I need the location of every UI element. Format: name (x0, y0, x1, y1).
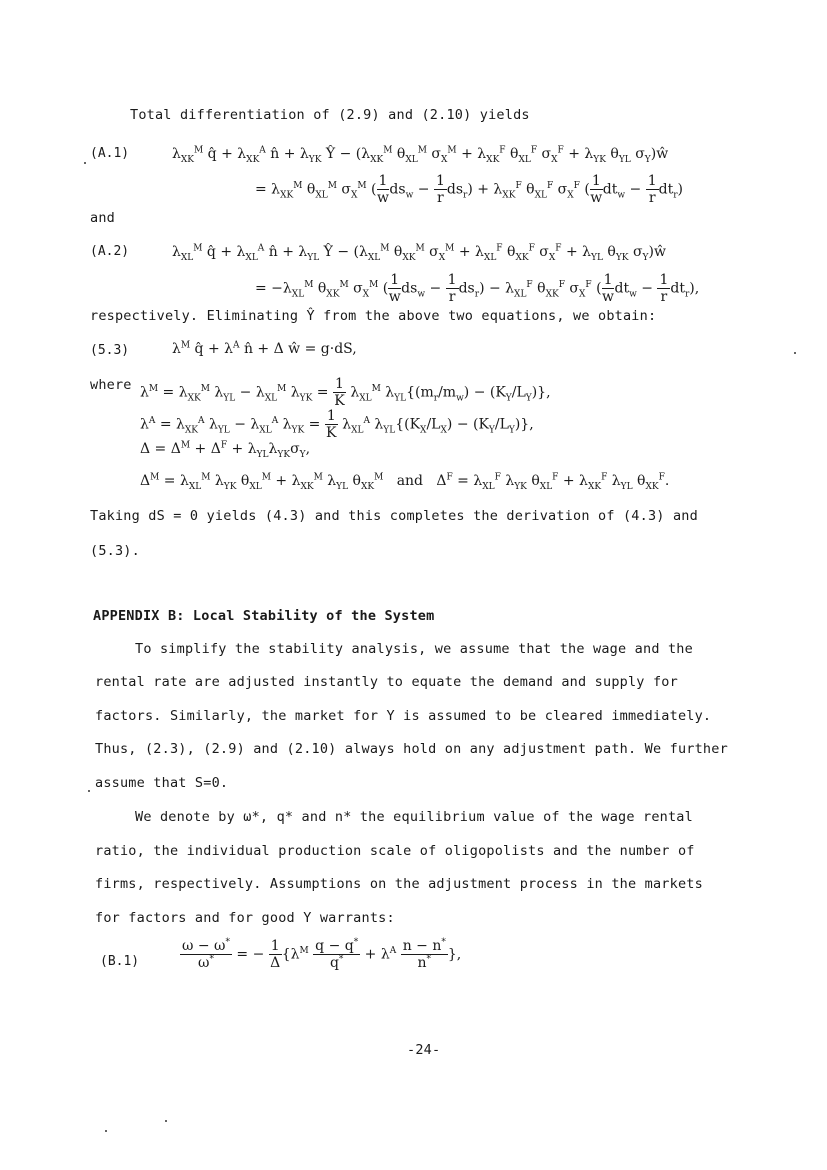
paragraph-1-line-4: Thus, (2.3), (2.9) and (2.10) always hold on any adjustment path. We further (95, 741, 728, 757)
where-line-delta-m-f: $\Delta^M = \lambda_{XL}^M$ $\lambda_{YK}$ $\theta_{XL}^M + \lambda_{XK}^M$ $\lambda_{YL}$ $\theta_{XK}^M$ and $\Delta^F = \lambda_{XL}^F$ $\lambda_{YK}$ $\theta_{XL}^F + \lambda_{XK}^F$ $\lambda_{YL}$ $\theta_{XK}^F$. (140, 472, 670, 492)
scan-speck (105, 1130, 107, 1132)
where-line-delta: $\Delta = \Delta^M + \Delta^F + \lambda_{YL}\lambda_{YK}\sigma_Y$, (140, 440, 311, 460)
where-word: where (90, 377, 132, 393)
paragraph-2-line-3: firms, respectively. Assumptions on the adjustment process in the markets (95, 876, 703, 892)
scan-speck (794, 352, 796, 354)
paragraph-2-lead: We denote by ω*, q* and n* (135, 809, 352, 825)
equation-a2-line1: $\lambda_{XL}^M$ q̂ + $\lambda_{XL}^A$ n̂ + $\lambda_{YL}$ Ŷ − ($\lambda_{XL}^M$ $\theta_{XK}^M$ $\sigma_X^M + \lambda_{XL}^F$ $\theta_{XK}^F$ $\sigma_X^F + \lambda_{YL}$ $\theta_{YK}$ $\sigma_Y)ŵ$ (172, 243, 666, 263)
where-line-lambda-m: $\lambda^M = \lambda_{XK}^M$ $\lambda_{YL} - \lambda_{XL}^M$ $\lambda_{YK}$ = $\frac{1}{K}$ $\lambda_{XL}^M$ $\lambda_{YL}\{(m_r/m_w) - (K_Y/L_Y)\}$, (140, 376, 551, 409)
equation-a2-line2: = $-\lambda_{XL}^M$ $\theta_{XK}^M$ $\sigma_X^M$ ( $\frac{1}{w}$ $ds_w$ − $\frac{1}{r}$ $ds_r) - \lambda_{XL}^F$ $\theta_{XK}^F$ $\sigma_X^F$ ( $\frac{1}{w}$ $dt_w$ − $\frac{1}{r}$ $dt_r$), (255, 272, 700, 305)
equation-b1-body: $\frac{\omega - \omega^*}{\omega^*}$ = − $\frac{1}{\Delta}$ {$\lambda^M$ $\frac{q - q^*}{q^*}$ + $\lambda^A$ $\frac{n - n^*}{n^*}$ }, (182, 937, 462, 971)
equation-5-3-body: $\lambda^M$ q̂ + $\lambda^A$ n̂ + Δ ŵ = g·dS, (172, 340, 357, 357)
equation-a1-line1: $\lambda_{XK}^M$ q̂ + $\lambda_{XK}^A$ n̂ + $\lambda_{YK}$ Ŷ − ($\lambda_{XK}^M$ $\theta_{XL}^M$ $\sigma_X^M + \lambda_{XK}^F$ $\theta_{XL}^F$ $\sigma_X^F + \lambda_{YK}$ $\theta_{YL}$ $\sigma_Y)ŵ$ (172, 145, 669, 165)
paragraph-2-line-2: ratio, the individual production scale of oligopolists and the number of (95, 843, 695, 859)
appendix-b-heading: APPENDIX B: Local Stability of the System (93, 608, 435, 624)
taking-line-2: (5.3). (90, 543, 140, 559)
paragraph-1-line-2: rental rate are adjusted instantly to equate the demand and supply for (95, 674, 678, 690)
equation-label-5-3: (5.3) (90, 343, 130, 358)
and-word: and (90, 210, 115, 226)
scan-speck (84, 162, 86, 164)
where-line-lambda-a: $\lambda^A = \lambda_{XK}^A$ $\lambda_{YL} - \lambda_{XL}^A$ $\lambda_{YK}$ = $\frac{1}{K}$ $\lambda_{XL}^A$ $\lambda_{YL}\{(K_X/L_X) - (K_Y/L_Y)\}$, (140, 408, 534, 441)
paragraph-2-line-1-rest: the equilibrium value of the wage rental (359, 809, 693, 825)
equation-a1-line2: = $\lambda_{XK}^M$ $\theta_{XL}^M$ $\sigma_X^M$ ( $\frac{1}{w}$ $ds_w$ − $\frac{1}{r}$ $ds_r) + \lambda_{XK}^F$ $\theta_{XL}^F$ $\sigma_X^F$ ( $\frac{1}{w}$ $dt_w$ − $\frac{1}{r}$ $dt_r$) (255, 173, 683, 206)
eliminating-line: respectively. Eliminating Ŷ from the above two equations, we obtain: (90, 308, 657, 324)
equation-label-a2: (A.2) (90, 244, 130, 259)
page-number: -24- (407, 1042, 441, 1058)
paragraph-2-line-4: for factors and for good Y warrants: (95, 910, 395, 926)
paragraph-1-line-5: assume that S=0. (95, 775, 229, 791)
equation-label-a1: (A.1) (90, 146, 130, 161)
taking-line-1: Taking dS = 0 yields (4.3) and this completes the derivation of (4.3) and (90, 508, 698, 524)
paragraph-2-line-1 (135, 809, 693, 825)
intro-line: Total differentiation of (2.9) and (2.10) yields (130, 107, 530, 123)
scan-speck (88, 790, 90, 792)
scan-speck (165, 1120, 167, 1122)
equation-label-b1: (B.1) (100, 954, 140, 969)
paragraph-1-line-3: factors. Similarly, the market for Y is assumed to be cleared immediately. (95, 708, 712, 724)
paragraph-1-line-1: To simplify the stability analysis, we assume that the wage and the (135, 641, 693, 657)
